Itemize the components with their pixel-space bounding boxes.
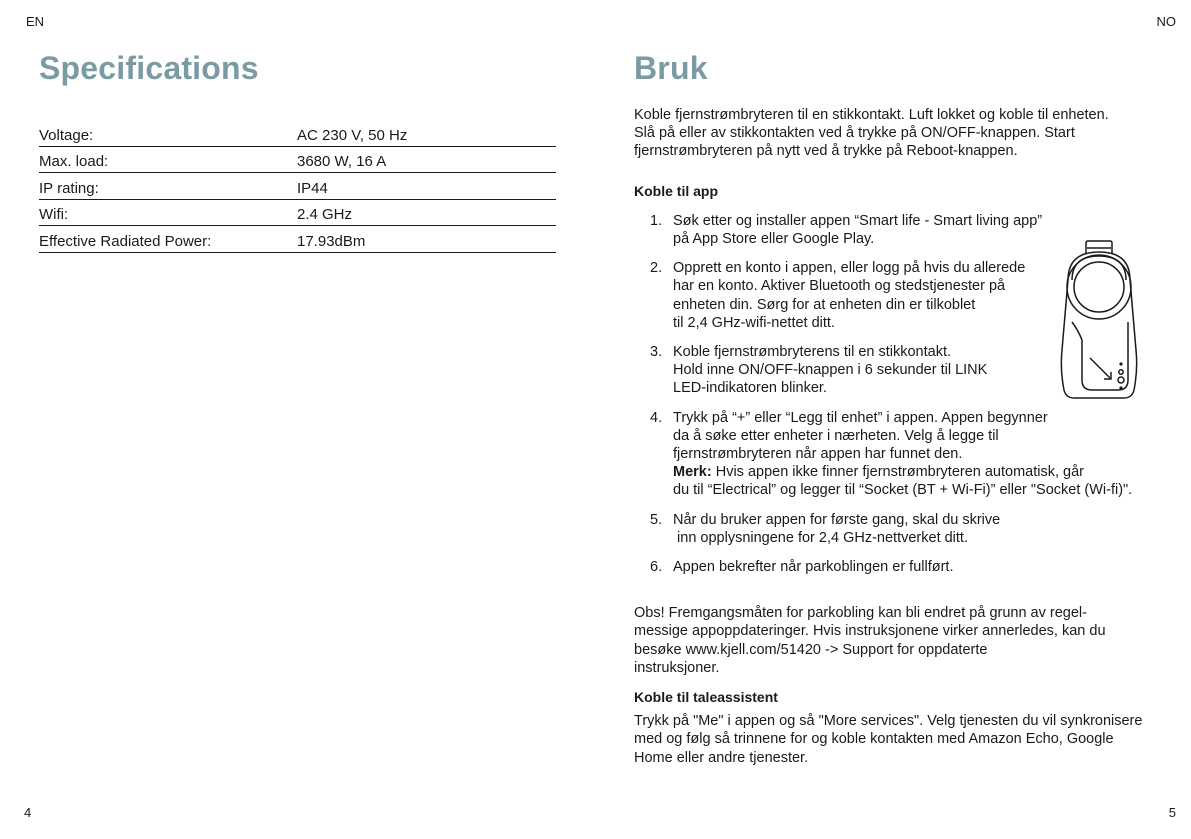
bruk-section (634, 106, 1154, 767)
step-line: fjernstrømbryteren når appen har funnet den. (673, 446, 963, 463)
obs-line: besøke www.kjell.com/51420 -> Support for oppdaterte (634, 641, 988, 658)
page-number-right: 5 (1168, 805, 1176, 820)
specifications-table (39, 120, 556, 253)
voice-line: med og følg så trinnene for og koble kontakten med Amazon Echo, Google (634, 731, 1114, 748)
language-label-en: EN (26, 14, 45, 29)
voice-paragraph (634, 712, 1154, 767)
step-line: da å søke etter enheter i nærheten. Velg å legge til (673, 427, 999, 444)
step-number: 2. (650, 260, 663, 277)
spec-value: IP44 (297, 179, 328, 197)
obs-line: Obs! Fremgangsmåten for parkobling kan bli endret på grunn av regel- (634, 605, 1087, 622)
step-line: Appen bekrefter når parkoblingen er fullført. (673, 559, 954, 576)
obs-line: instruksjoner. (634, 659, 720, 676)
step-line: til 2,4 GHz-wifi-nettet ditt. (673, 314, 835, 331)
bruk-title: Bruk (634, 50, 708, 86)
step-number: 5. (650, 511, 663, 528)
spec-row (39, 147, 556, 174)
step-line: Trykk på “+” eller “Legg til enhet” i appen. Appen begynner (673, 409, 1048, 426)
spec-row (39, 173, 556, 200)
language-label-no: NO (1156, 14, 1176, 29)
intro-paragraph (634, 106, 1154, 161)
intro-line: Koble fjernstrømbryteren til en stikkontakt. Luft lokket og koble til enheten. (634, 107, 1109, 123)
step-line: LED-indikatoren blinker. (673, 380, 827, 397)
spec-label: Max. load: (39, 153, 109, 170)
spec-row (39, 226, 556, 253)
step-number: 6. (650, 559, 663, 576)
step-line: Hold inne ON/OFF-knappen i 6 sekunder til LINK (673, 362, 988, 379)
step-item (634, 558, 1154, 576)
spec-value: 17.93dBm (297, 232, 366, 250)
voice-assistant-heading: Koble til taleassistent (634, 689, 778, 706)
note-text: Hvis appen ikke finner fjernstrømbryteren automatisk, går (711, 464, 1085, 481)
spec-value: AC 230 V, 50 Hz (297, 126, 408, 144)
step-line: enheten din. Sørg for at enheten din er tilkoblet (673, 296, 976, 313)
step-line: Søk etter og installer appen “Smart life - Smart living app” (673, 212, 1043, 229)
connect-app-heading: Koble til app (634, 182, 718, 199)
spec-value: 2.4 GHz (297, 206, 353, 223)
step-line: Når du bruker appen for første gang, skal du skrive (673, 511, 1001, 528)
spec-label: IP rating: (39, 179, 99, 197)
voice-line: Home eller andre tjenester. (634, 749, 809, 766)
step-line: Opprett en konto i appen, eller logg på hvis du allerede (673, 260, 1026, 277)
step-number: 1. (650, 212, 663, 229)
spec-label: Voltage: (39, 126, 94, 144)
note-label: Merk: (673, 464, 712, 481)
spec-row (39, 120, 556, 147)
spec-value: 3680 W, 16 A (297, 153, 387, 170)
step-item (634, 409, 1154, 500)
step-line: Koble fjernstrømbryterens til en stikkontakt. (673, 344, 952, 361)
spec-label: Effective Radiated Power: (39, 232, 212, 250)
obs-paragraph (634, 604, 1154, 677)
intro-line: fjernstrømbryteren på nytt ved å trykke på Reboot-knappen. (634, 143, 1018, 160)
step-number: 3. (650, 344, 663, 361)
specifications-title: Specifications (39, 50, 259, 86)
smart-plug-icon (1058, 240, 1140, 402)
spec-label: Wifi: (39, 206, 69, 223)
step-note-line (673, 463, 1143, 481)
spec-row (39, 200, 556, 227)
page-number-left: 4 (24, 805, 32, 820)
step-item (634, 511, 1154, 547)
step-line: på App Store eller Google Play. (673, 231, 875, 248)
step-line: har en konto. Aktiver Bluetooth og stedstjenester på (673, 278, 1006, 295)
step-number: 4. (650, 409, 663, 426)
intro-line: Slå på eller av stikkontakten ved å trykke på ON/OFF-knappen. Start (634, 125, 1075, 142)
step-line: inn opplysningene for 2,4 GHz-nettverket ditt. (673, 529, 968, 546)
obs-line: messige appoppdateringer. Hvis instruksjonene virker annerledes, kan du (634, 623, 1106, 640)
voice-line: Trykk på "Me" i appen og så "More services". Velg tjenesten du vil synkronisere (634, 713, 1143, 730)
step-note-line: du til “Electrical” og legger til “Socket (BT + Wi-Fi)” eller "Socket (Wi-fi)". (673, 482, 1133, 499)
